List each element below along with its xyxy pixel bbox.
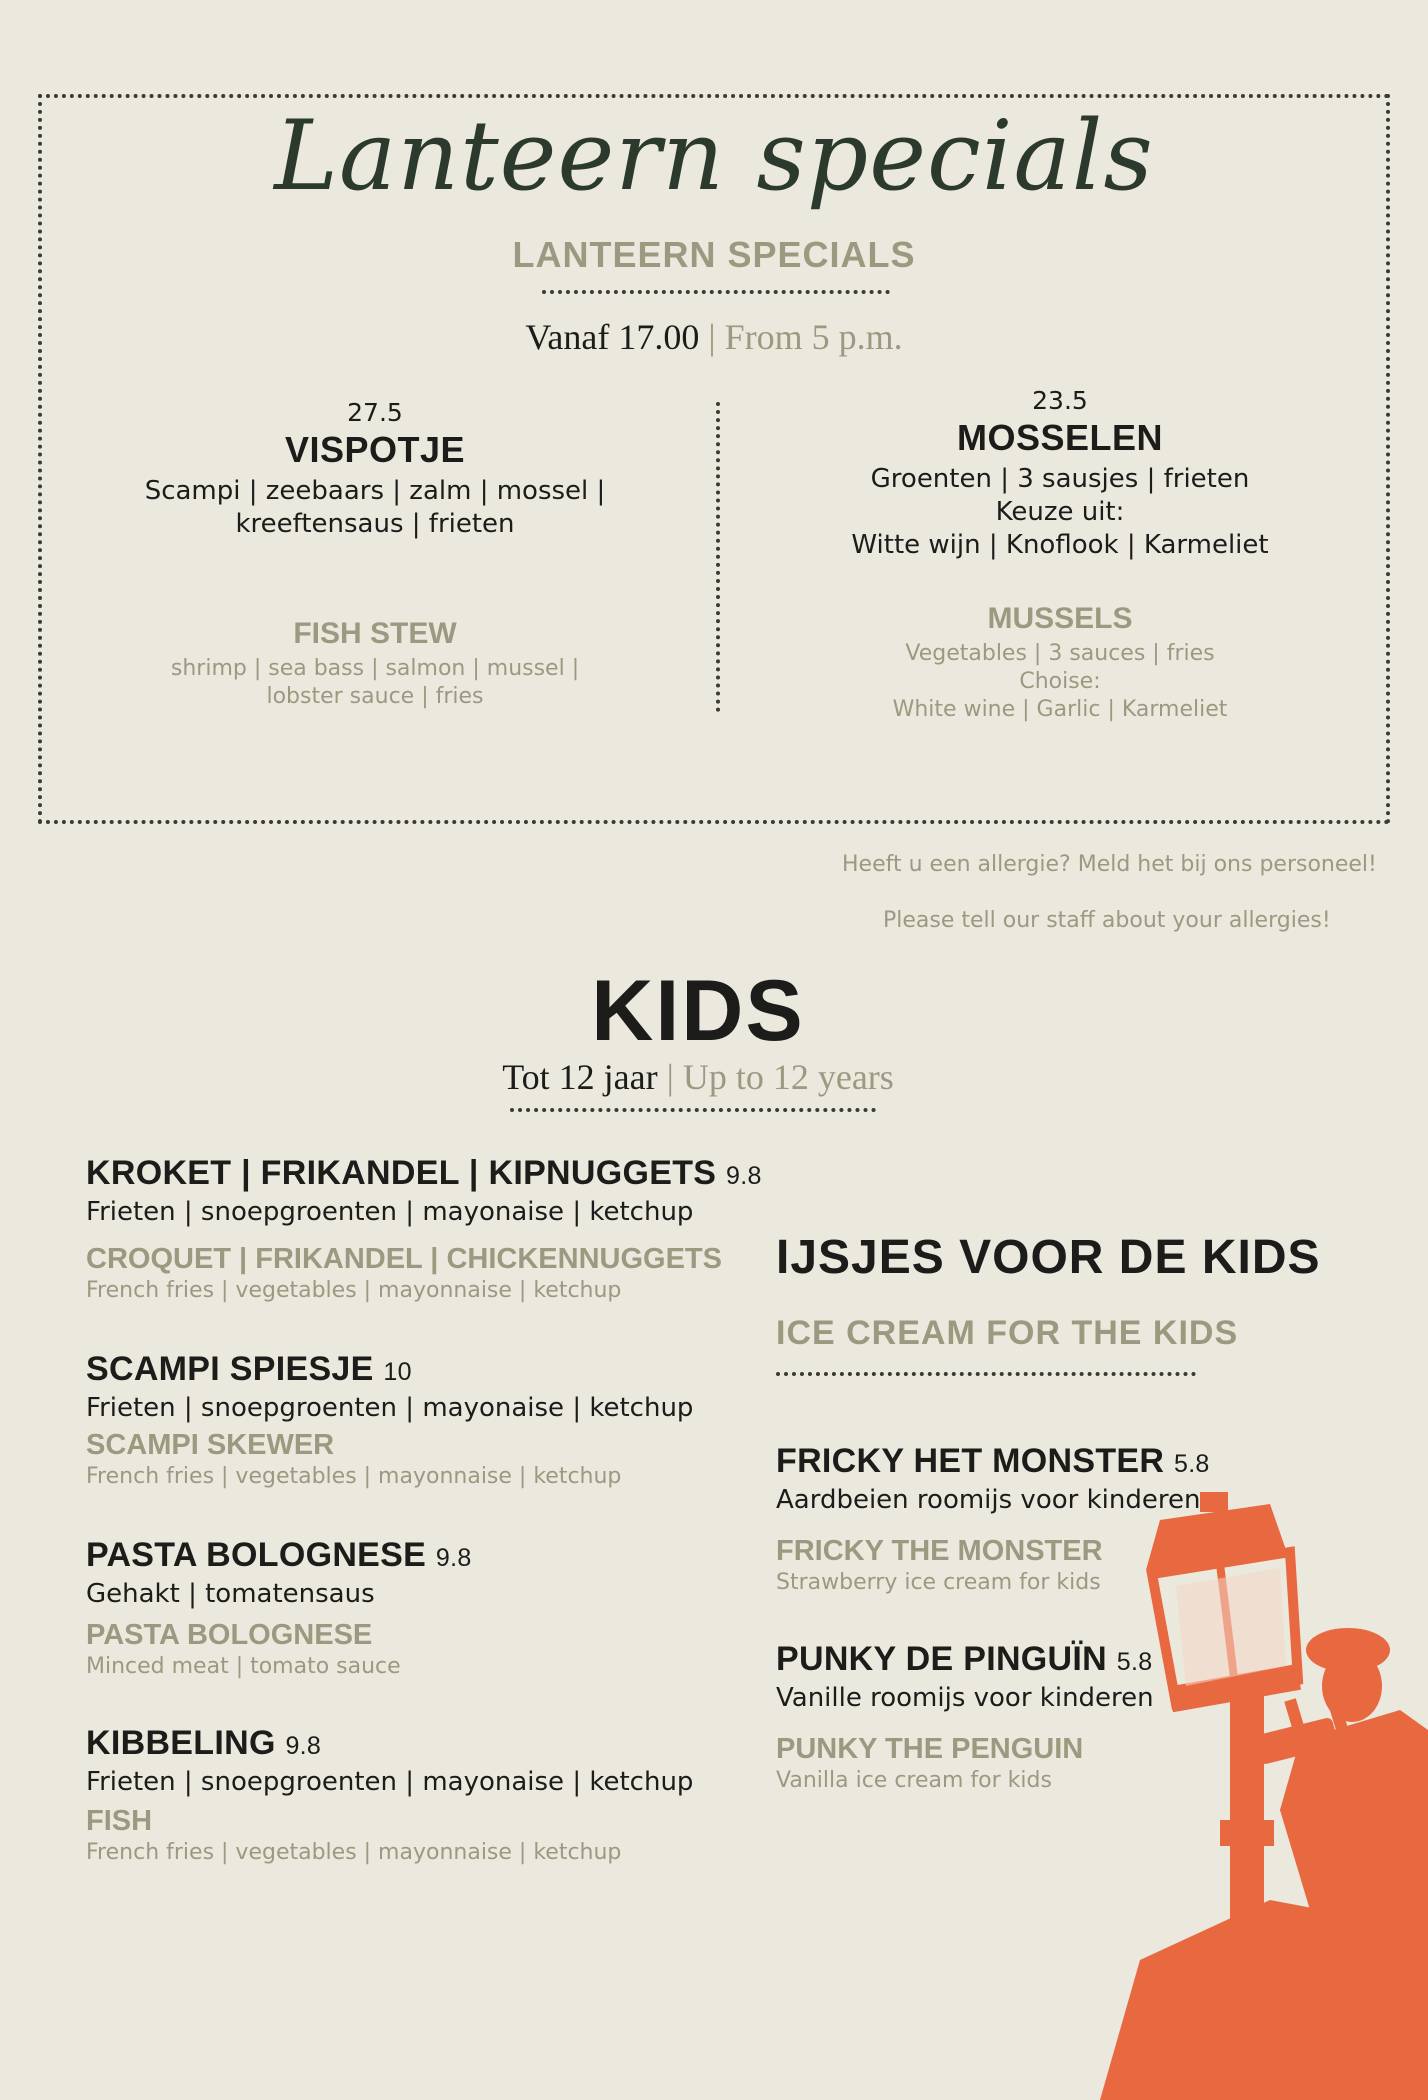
item-desc: Vanille roomijs voor kinderen (776, 1683, 1154, 1713)
kids-dotted-rule (510, 1108, 876, 1112)
specials-time-en: From 5 p.m. (724, 317, 903, 357)
item-title-text: KIBBELING (86, 1724, 276, 1762)
lantern-lighter-illustration (1080, 1490, 1428, 2100)
kids-age (0, 1056, 1396, 1098)
separator: | (699, 317, 725, 357)
specials-dotted-rule (542, 290, 890, 294)
kids-item-pasta (86, 1536, 472, 1679)
item-title (86, 1536, 472, 1575)
item-desc-en: Strawberry ice cream for kids (776, 1570, 1101, 1595)
dish-desc-en-line: Choise: (1019, 669, 1101, 694)
dish-desc-line: kreeftensaus | frieten (235, 509, 515, 539)
kids-title: KIDS (591, 963, 805, 1059)
column-divider (716, 402, 720, 712)
item-desc-en: French fries | vegetables | mayonnaise | ketchup (86, 1840, 622, 1865)
item-desc: Frieten | snoepgroenten | mayonaise | ketchup (86, 1767, 694, 1797)
special-vispotje (110, 398, 640, 711)
item-desc-en: French fries | vegetables | mayonnaise | ketchup (86, 1464, 622, 1489)
item-title-text: SCAMPI SPIESJE (86, 1350, 374, 1388)
dish-desc-en-line: lobster sauce | fries (266, 684, 484, 709)
item-desc-en: Vanilla ice cream for kids (776, 1768, 1052, 1793)
dish-title: VISPOTJE (284, 429, 466, 470)
kids-item-kibbeling (86, 1724, 693, 1865)
item-title (86, 1724, 693, 1763)
item-price: 5.8 (1116, 1648, 1153, 1676)
item-title-en: FISH (86, 1805, 153, 1837)
item-title-en: FRICKY THE MONSTER (776, 1535, 1103, 1567)
item-title (86, 1154, 762, 1193)
special-mosselen (800, 386, 1320, 724)
item-desc: Frieten | snoepgroenten | mayonaise | ketchup (86, 1393, 694, 1423)
kids-age-en: Up to 12 years (682, 1057, 894, 1097)
specials-title-en: LANTEERN SPECIALS (512, 234, 916, 275)
kids-age-nl: Tot 12 jaar (502, 1057, 658, 1097)
dish-desc-en-line: White wine | Garlic | Karmeliet (892, 697, 1228, 722)
kids-item-scampi (86, 1350, 693, 1489)
item-title (776, 1442, 1210, 1481)
price: 27.5 (347, 398, 403, 427)
item-title-en: PASTA BOLOGNESE (86, 1619, 373, 1651)
specials-time-nl: Vanaf 17.00 (525, 317, 700, 357)
item-price: 9.8 (726, 1162, 762, 1190)
dish-title-en: MUSSELS (987, 602, 1133, 635)
item-desc: Gehakt | tomatensaus (86, 1579, 375, 1609)
item-title-en: SCAMPI SKEWER (86, 1429, 335, 1461)
specials-script-title: Lanteern specials (274, 100, 1154, 212)
dish-desc-line: Keuze uit: (995, 497, 1125, 527)
dish-desc-line: Scampi | zeebaars | zalm | mossel | (144, 476, 606, 506)
icecream-title: IJSJES VOOR DE KIDS (776, 1231, 1321, 1284)
separator: | (657, 1057, 683, 1097)
icecream-dotted-rule (776, 1372, 1196, 1376)
item-title-en: CROQUET | FRIKANDEL | CHICKENNUGGETS (86, 1243, 722, 1275)
item-title-text: KROKET | FRIKANDEL | KIPNUGGETS (86, 1154, 717, 1192)
item-price: 5.8 (1173, 1450, 1210, 1478)
icecream-subtitle: ICE CREAM FOR THE KIDS (776, 1314, 1239, 1352)
item-desc-en: French fries | vegetables | mayonnaise | ketchup (86, 1278, 622, 1303)
item-price: 9.8 (285, 1732, 322, 1760)
specials-time (0, 316, 1428, 358)
item-desc-en: Minced meat | tomato sauce (86, 1654, 401, 1679)
item-desc: Frieten | snoepgroenten | mayonaise | ketchup (86, 1197, 694, 1227)
dish-desc-en-line: Vegetables | 3 sauces | fries (905, 641, 1215, 666)
dish-desc-line: Groenten | 3 sausjes | frieten (870, 464, 1250, 494)
dish-title: MOSSELEN (956, 417, 1164, 458)
allergy-note-nl: Heeft u een allergie? Meld het bij ons personeel! (842, 852, 1377, 877)
item-price: 9.8 (435, 1544, 472, 1572)
allergy-note-en: Please tell our staff about your allergies! (883, 908, 1331, 933)
item-title-en: PUNKY THE PENGUIN (776, 1733, 1084, 1765)
item-price: 10 (383, 1358, 412, 1386)
dish-title-en: FISH STEW (293, 617, 457, 650)
price: 23.5 (1032, 386, 1088, 415)
item-title-text: PUNKY DE PINGUÏN (776, 1640, 1108, 1678)
kids-item-kroket (86, 1154, 762, 1303)
item-title-text: FRICKY HET MONSTER (776, 1442, 1165, 1480)
dish-desc-en-line: shrimp | sea bass | salmon | mussel | (170, 656, 580, 681)
dish-desc-line: Witte wijn | Knoflook | Karmeliet (851, 530, 1269, 560)
item-title-text: PASTA BOLOGNESE (86, 1536, 427, 1574)
item-desc: Aardbeien roomijs voor kinderen (776, 1485, 1201, 1515)
item-title (86, 1350, 693, 1389)
